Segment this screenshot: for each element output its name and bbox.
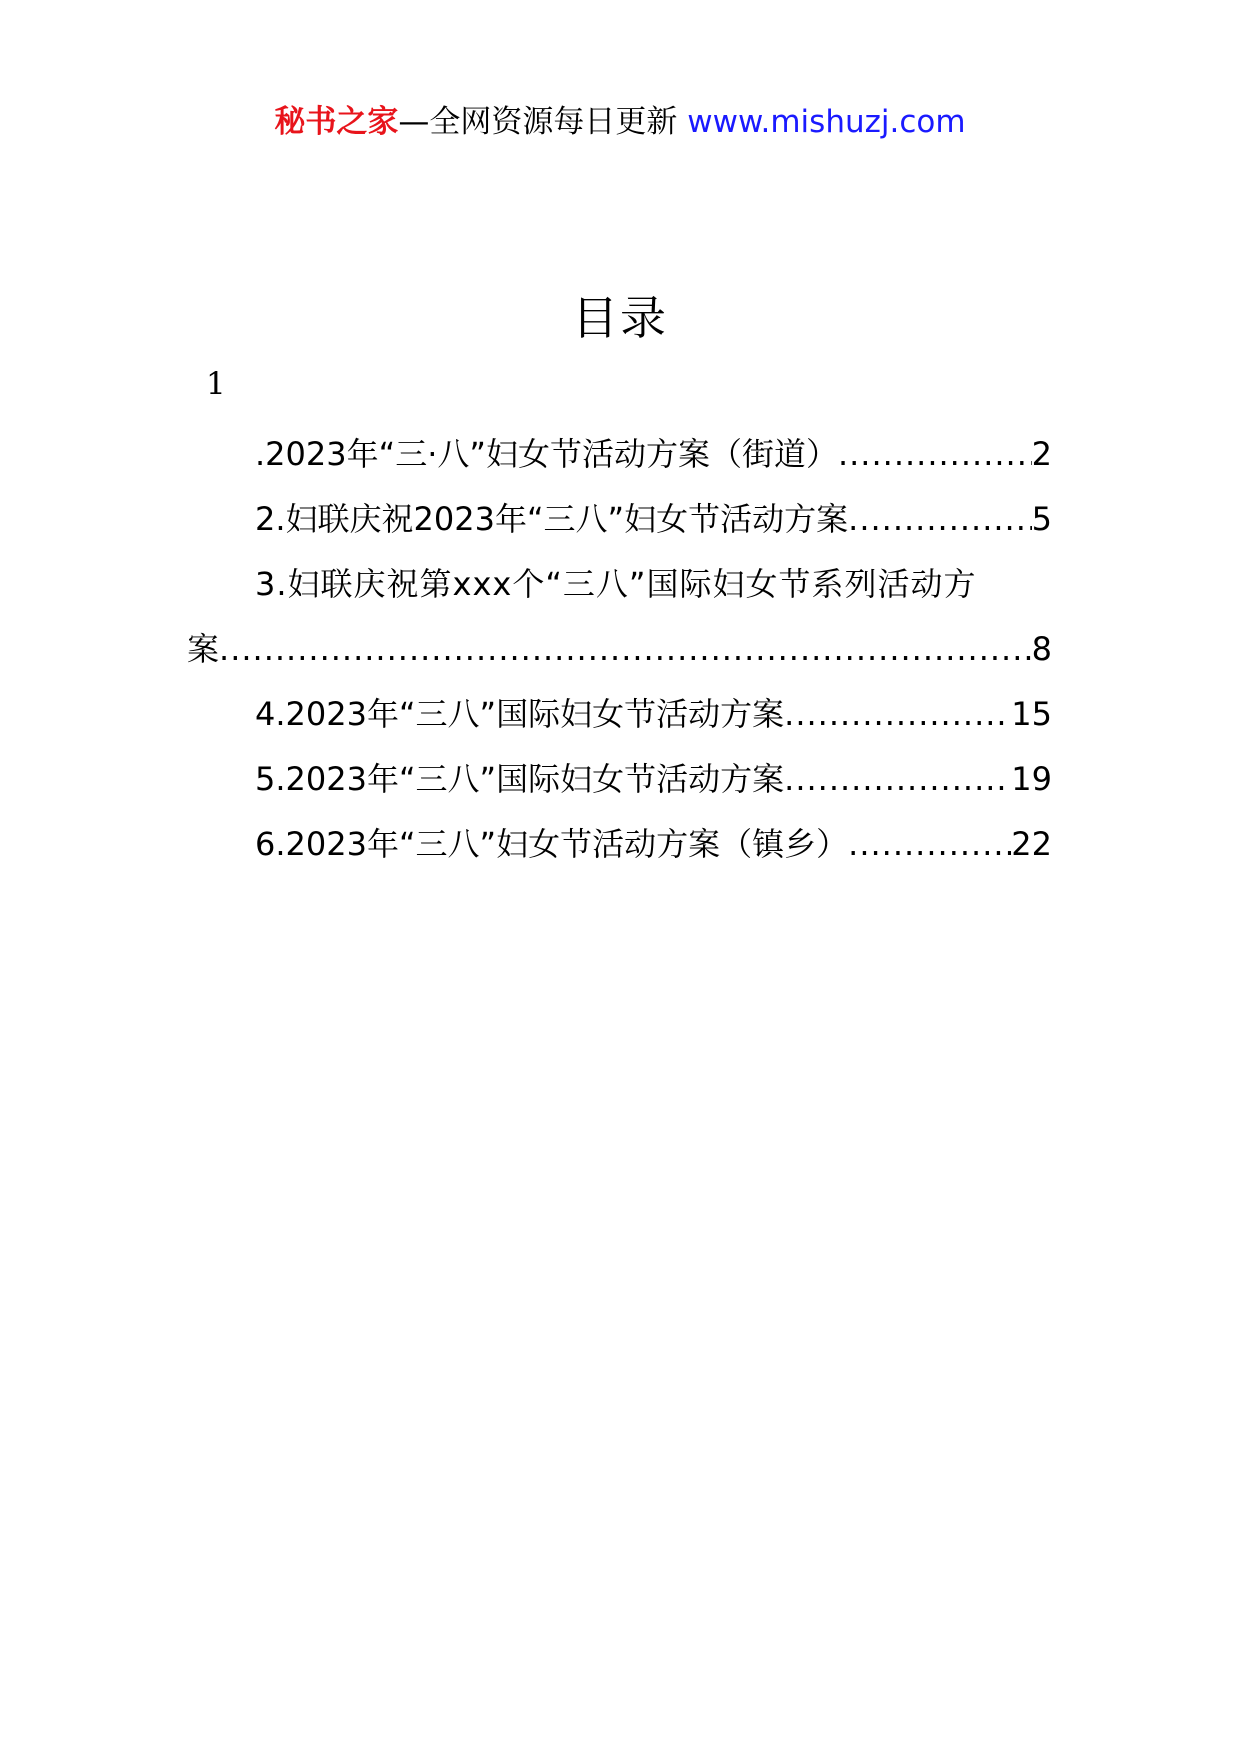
toc-title: 目录 (572, 291, 668, 345)
site-header (0, 100, 1240, 144)
toc-entry-label: 案 (187, 630, 220, 668)
toc-entry-page: 15 (1011, 695, 1052, 733)
toc-entry-page: 19 (1011, 760, 1052, 798)
toc-entry-3-line-2[interactable] (187, 617, 1052, 682)
toc-entry-label: 2.妇联庆祝2023年“三八”妇女节活动方案 (255, 500, 849, 538)
toc-entry-1[interactable] (187, 422, 1052, 487)
toc-entry-3-line-1[interactable] (187, 552, 1052, 617)
page-number: 1 (206, 366, 226, 402)
toc-leader-dots (784, 747, 1011, 812)
brand-name: 秘书之家 (274, 104, 399, 140)
toc-entry-label: 4.2023年“三八”国际妇女节活动方案 (255, 695, 785, 733)
toc-leader-dots (219, 617, 1032, 682)
toc-leader-dots (848, 812, 1011, 877)
toc-entry-page: 2 (1031, 435, 1052, 473)
toc-entry-page: 22 (1011, 825, 1052, 863)
toc-entry-page: 5 (1031, 500, 1052, 538)
toc-entry-2[interactable] (187, 487, 1052, 552)
toc-entry-label: 5.2023年“三八”国际妇女节活动方案 (255, 760, 785, 798)
toc-entry-label: 3.妇联庆祝第xxx个“三八”国际妇女节系列活动方 (255, 565, 977, 603)
toc-entry-label: .2023年“三·八”妇女节活动方案（街道） (255, 435, 838, 473)
toc-entry-6[interactable] (187, 812, 1052, 877)
header-slogan: —全网资源每日更新 (398, 104, 678, 140)
toc-entry-4[interactable] (187, 682, 1052, 747)
toc-entry-page: 8 (1031, 630, 1052, 668)
toc-leader-dots (848, 487, 1032, 552)
table-of-contents (187, 422, 1052, 877)
toc-leader-dots (784, 682, 1011, 747)
site-url-link[interactable]: www.mishuzj.com (687, 104, 966, 140)
toc-entry-5[interactable] (187, 747, 1052, 812)
toc-leader-dots (838, 422, 1032, 487)
toc-entry-label: 6.2023年“三八”妇女节活动方案（镇乡） (255, 825, 849, 863)
